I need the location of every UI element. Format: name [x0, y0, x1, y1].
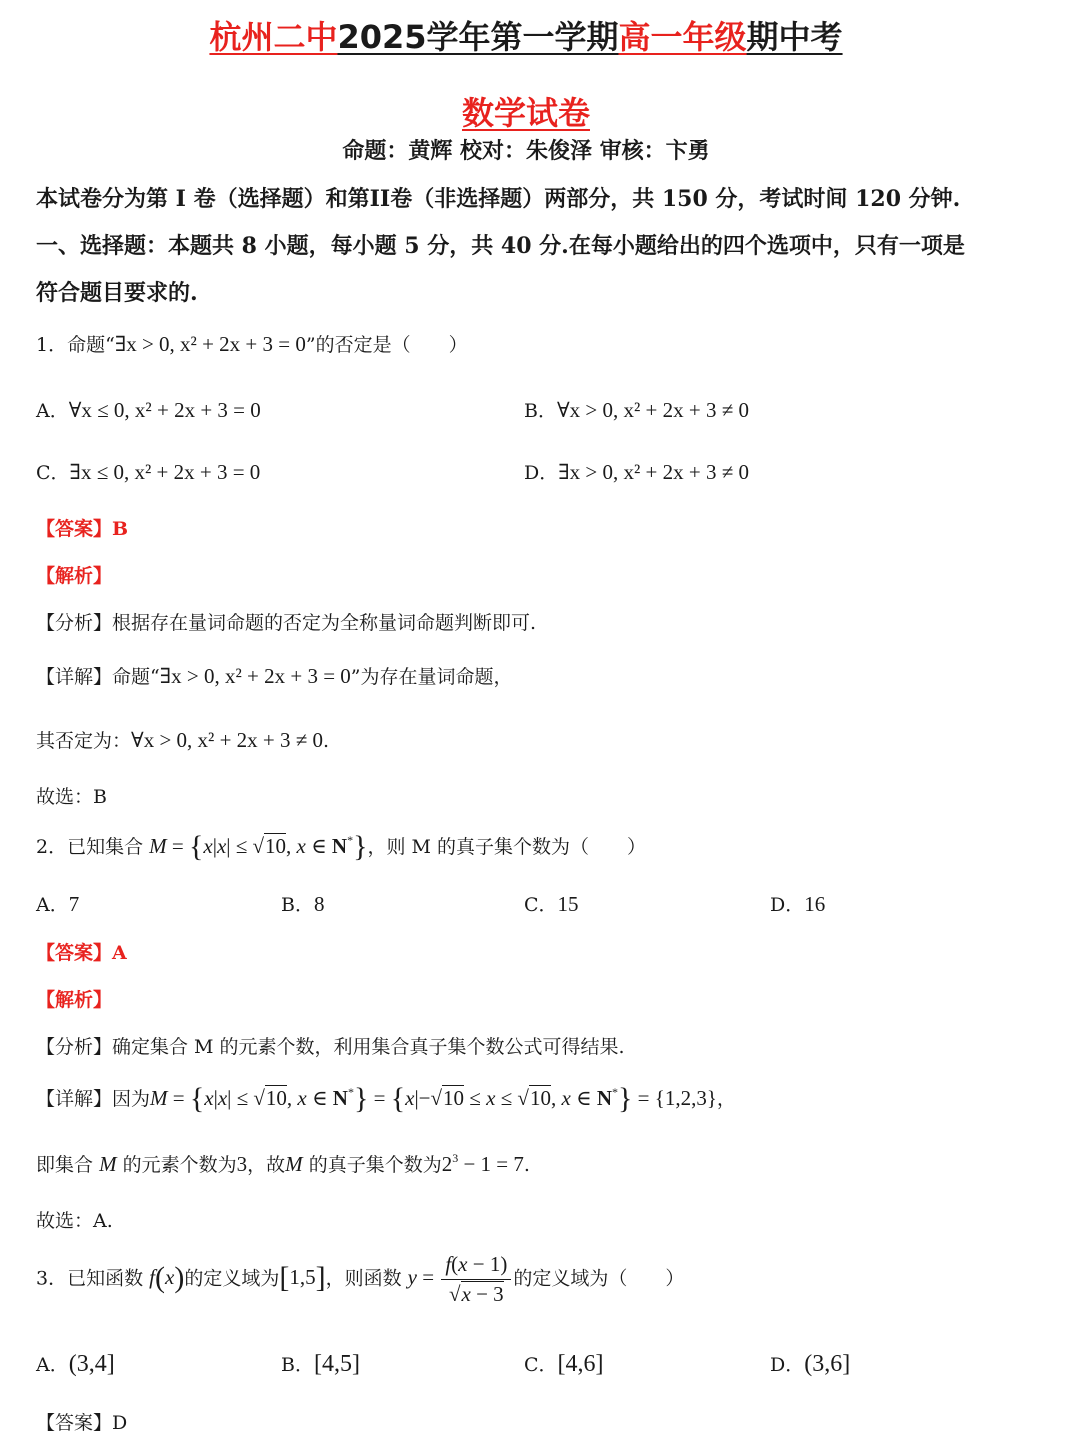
intro-line-3: 符合题目要求的. [36, 280, 198, 306]
q3-answer: 【答案】D [36, 1412, 128, 1434]
q1-statement: ∃x > 0, x² + 2x + 3 = 0 [114, 332, 306, 356]
intro-line-1: 本试卷分为第 I 卷（选择题）和第II卷（非选择题）两部分，共 150 分，考试时间 120 分钟. [36, 186, 961, 212]
exam-title [0, 12, 1052, 58]
q1-jiexi: 【解析】 [36, 565, 113, 587]
q1-option-d: D．∃x > 0, x² + 2x + 3 ≠ 0 [524, 460, 749, 484]
q3-stem: 3．已知函数 f(x)的定义域为[1,5]，则函数 y = $\frac{f(x - 1)}{√x - 3}$ 的定义域为（ ） [36, 1252, 685, 1306]
q2-option-a: A．7 [36, 892, 80, 916]
intro-line-2: 一、选择题：本题共 8 小题，每小题 5 分，共 40 分.在每小题给出的四个选项中，只有一项是 [36, 233, 965, 259]
title-school: 杭州二中 [209, 18, 338, 56]
exam-authors: 命题：黄辉 校对：朱俊泽 审核：卞勇 [342, 139, 710, 164]
q1-analysis: 【分析】根据存在量词命题的否定为全称量词命题判断即可. [36, 612, 537, 634]
q2-jiexi: 【解析】 [36, 989, 113, 1011]
q2-detail: 【详解】因为M = {x|x| ≤ √10, x ∈ N*} = {x|−√10 ≤ x ≤ √10, x ∈ N*} = {1,2,3}， [36, 1082, 736, 1115]
q1-detail: 【详解】命题“∃x > 0, x² + 2x + 3 = 0”为存在量词命题， [36, 664, 513, 688]
q1-option-a: A．∀x ≤ 0, x² + 2x + 3 = 0 [36, 398, 261, 422]
q3-option-c: C．[4,6] [524, 1351, 604, 1377]
q2-count-line: 即集合 M 的元素个数为3，故M 的真子集个数为$2^3 - 1 = 7$. [36, 1151, 530, 1176]
q3-option-a: A．(3,4] [36, 1351, 115, 1377]
q3-option-b: B．[4,5] [281, 1351, 360, 1377]
q1-option-c: C．∃x ≤ 0, x² + 2x + 3 = 0 [36, 460, 261, 484]
q2-option-d: D．16 [770, 892, 826, 916]
q1-conclusion: 故选：B [36, 786, 107, 808]
q2-set-definition: M = {x|x| ≤ √10, x ∈ N*} [149, 830, 368, 863]
q2-analysis: 【分析】确定集合 M 的元素个数，利用集合真子集个数公式可得结果. [36, 1036, 625, 1058]
exam-subtitle: 数学试卷 [461, 94, 590, 132]
q1-stem: 1．命题“∃x > 0, x² + 2x + 3 = 0”的否定是（ ） [36, 332, 468, 356]
q2-option-b: B．8 [281, 892, 325, 916]
q2-answer: 【答案】A [36, 942, 127, 964]
title-grade: 高一年级 [618, 18, 747, 56]
q2-stem: 2．已知集合 M = {x|x| ≤ √10, x ∈ N*}，则 M 的真子集个数为（ ） [36, 830, 647, 863]
title-exam: 期中考 [746, 18, 843, 56]
q2-conclusion: 故选：A. [36, 1210, 113, 1232]
q1-option-b: B．∀x > 0, x² + 2x + 3 ≠ 0 [524, 398, 749, 422]
q1-answer: 【答案】B [36, 518, 129, 540]
title-term: 2025学年第一学期 [337, 18, 619, 56]
q3-option-d: D．(3,6] [770, 1351, 851, 1377]
q1-negation: 其否定为：∀x > 0, x² + 2x + 3 ≠ 0. [36, 728, 330, 752]
q2-option-c: C．15 [524, 892, 579, 916]
